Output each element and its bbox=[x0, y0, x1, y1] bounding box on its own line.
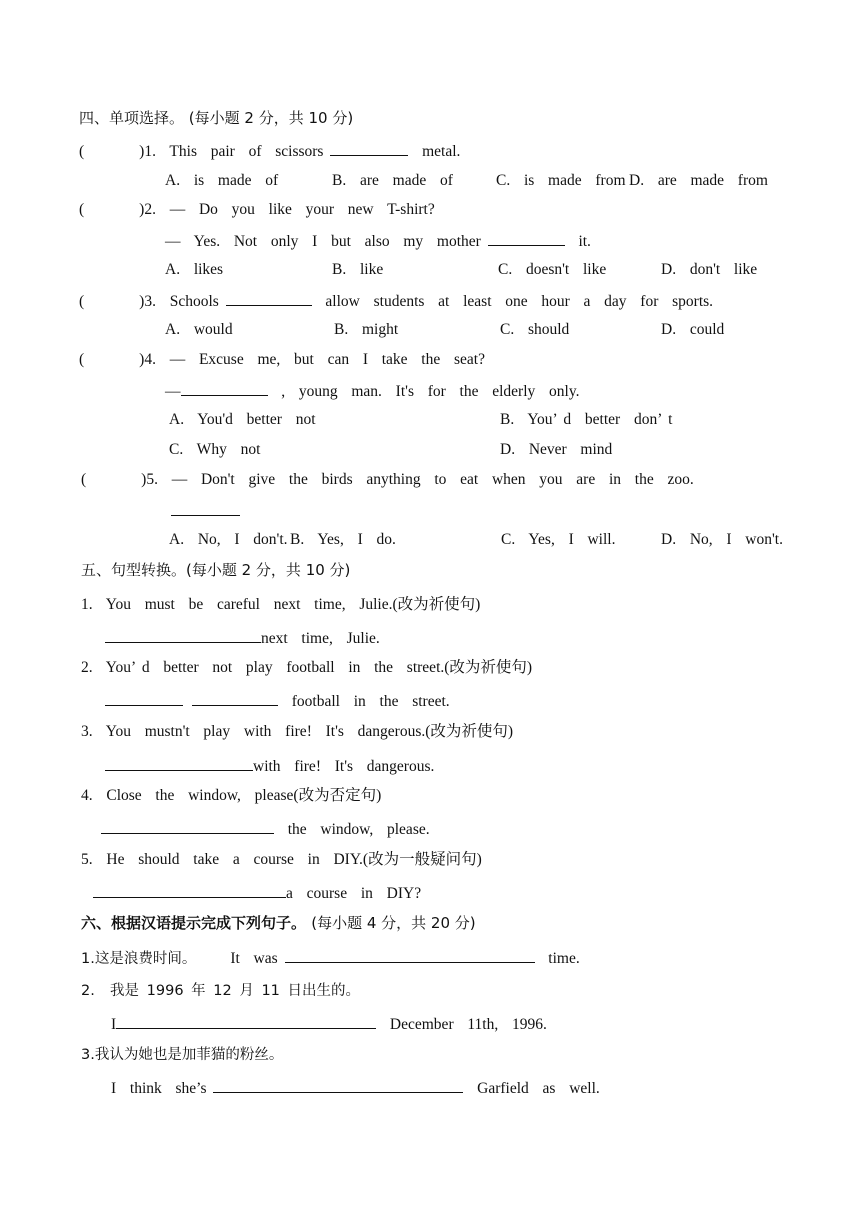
q3-stem-start: ( )3. Schools bbox=[79, 293, 226, 310]
s6-item-2-head: I bbox=[111, 1016, 117, 1033]
s5-answer-1 bbox=[105, 627, 380, 649]
q5-option-c: C. Yes, I will. bbox=[501, 531, 616, 548]
q2-stem: ( )2. — Do you like your new T-shirt? bbox=[79, 201, 435, 218]
q1-option-b: B. are made of bbox=[332, 172, 453, 189]
q4-blank[interactable] bbox=[181, 380, 268, 396]
s6-item-2-english bbox=[111, 1013, 547, 1035]
s6-blank-3[interactable] bbox=[213, 1077, 463, 1093]
s6-item-1-chinese: 1.这是浪费时间。 bbox=[81, 951, 197, 967]
q5-blank[interactable] bbox=[171, 500, 240, 516]
q1-blank[interactable] bbox=[330, 140, 408, 156]
q5-option-a: A. No, I don't. bbox=[169, 531, 288, 548]
q3-stem bbox=[79, 290, 713, 312]
s6-blank-1[interactable] bbox=[285, 947, 535, 963]
s5-blank-1[interactable] bbox=[105, 627, 261, 643]
s5-answer-4-tail: the window, please. bbox=[274, 821, 430, 838]
q3-option-b: B. might bbox=[334, 321, 399, 338]
q2-option-d: D. don't like bbox=[661, 261, 758, 278]
q4-option-b: B. You’ d better don’ t bbox=[500, 411, 673, 428]
section6-heading-title: 六、根据汉语提示完成下列句子。 bbox=[81, 914, 312, 932]
s6-item-2-chinese: 2. 我是 1996 年 12 月 11 日出生的。 bbox=[81, 983, 361, 999]
q1-option-d: D. are made from bbox=[629, 172, 768, 189]
s5-item-4: 4. Close the window, please(改为否定句) bbox=[81, 787, 382, 804]
q2-blank[interactable] bbox=[488, 230, 565, 246]
q4-reply-end: , young man. It's for the elderly only. bbox=[267, 383, 580, 400]
q3-stem-end: allow students at least one hour a day for sports. bbox=[311, 293, 714, 310]
s5-item-1: 1. You must be careful next time, Julie.(改为祈使句) bbox=[81, 596, 481, 613]
s6-item-3-tail: Garfield as well. bbox=[463, 1080, 600, 1097]
s5-answer-3-tail: with fire! It's dangerous. bbox=[253, 758, 435, 775]
s6-item-1 bbox=[81, 947, 580, 969]
q2-reply-start: — Yes. Not only I but also my mother bbox=[165, 233, 488, 250]
q5-option-d: D. No, I won't. bbox=[661, 531, 783, 548]
s5-answer-2 bbox=[105, 690, 450, 712]
s5-answer-1-tail: next time, Julie. bbox=[261, 630, 380, 647]
q4-stem: ( )4. — Excuse me, but can I take the seat? bbox=[79, 351, 485, 368]
s5-answer-5 bbox=[93, 882, 421, 904]
q4-reply-start: — bbox=[165, 383, 181, 400]
s6-item-1-tail: time. bbox=[534, 950, 580, 967]
s5-answer-2-tail: football in the street. bbox=[278, 693, 450, 710]
s5-answer-3 bbox=[105, 755, 434, 777]
s5-blank-5[interactable] bbox=[93, 882, 286, 898]
q4-option-a: A. You'd better not bbox=[169, 411, 316, 428]
q1-option-c: C. is made from bbox=[496, 172, 626, 189]
q4-reply bbox=[165, 380, 579, 402]
q2-option-b: B. like bbox=[332, 261, 384, 278]
s5-blank-4[interactable] bbox=[101, 818, 274, 834]
section4-heading: 四、单项选择。 (每小题 2 分，共 10 分) bbox=[79, 109, 354, 127]
q3-option-a: A. would bbox=[165, 321, 233, 338]
q3-blank[interactable] bbox=[226, 290, 312, 306]
q2-reply-end: it. bbox=[564, 233, 591, 250]
q1-stem-end: metal. bbox=[408, 143, 461, 160]
q1-stem-start: ( )1. This pair of scissors bbox=[79, 143, 331, 160]
s6-item-3-chinese: 3.我认为她也是加菲猫的粉丝。 bbox=[81, 1047, 284, 1063]
q3-option-c: C. should bbox=[500, 321, 570, 338]
section6-heading-score: (每小题 4 分，共 20 分) bbox=[311, 914, 476, 932]
q4-option-c: C. Why not bbox=[169, 441, 261, 458]
s5-blank-3[interactable] bbox=[105, 755, 253, 771]
q4-option-d: D. Never mind bbox=[500, 441, 613, 458]
s6-blank-2[interactable] bbox=[116, 1013, 376, 1029]
q2-option-c: C. doesn't like bbox=[498, 261, 607, 278]
s6-item-3-english bbox=[111, 1077, 600, 1099]
s6-item-1-head: It was bbox=[230, 950, 285, 967]
s5-blank-2a[interactable] bbox=[105, 690, 183, 706]
s5-item-2: 2. You’ d better not play football in the street.(改为祈使句) bbox=[81, 659, 533, 676]
q3-option-d: D. could bbox=[661, 321, 725, 338]
s6-item-2-tail: December 11th, 1996. bbox=[376, 1016, 547, 1033]
q1-stem bbox=[79, 140, 460, 162]
section6-heading bbox=[81, 913, 476, 934]
s5-blank-2b[interactable] bbox=[192, 690, 278, 706]
s5-item-5: 5. He should take a course in DIY.(改为一般疑问句) bbox=[81, 851, 482, 868]
q2-option-a: A. likes bbox=[165, 261, 224, 278]
q1-option-a: A. is made of bbox=[165, 172, 279, 189]
s5-answer-4 bbox=[101, 818, 430, 840]
q2-reply bbox=[165, 230, 591, 252]
s5-item-3: 3. You mustn't play with fire! It's dangerous.(改为祈使句) bbox=[81, 723, 514, 740]
s6-item-3-head: I think she’s bbox=[111, 1080, 214, 1097]
section5-heading: 五、句型转换。(每小题 2 分，共 10 分) bbox=[81, 561, 351, 579]
q5-stem: ( )5. — Don't give the birds anything to eat when you are in the zoo. bbox=[81, 471, 694, 488]
s5-answer-5-tail: a course in DIY? bbox=[286, 885, 422, 902]
q5-option-b: B. Yes, I do. bbox=[290, 531, 396, 548]
